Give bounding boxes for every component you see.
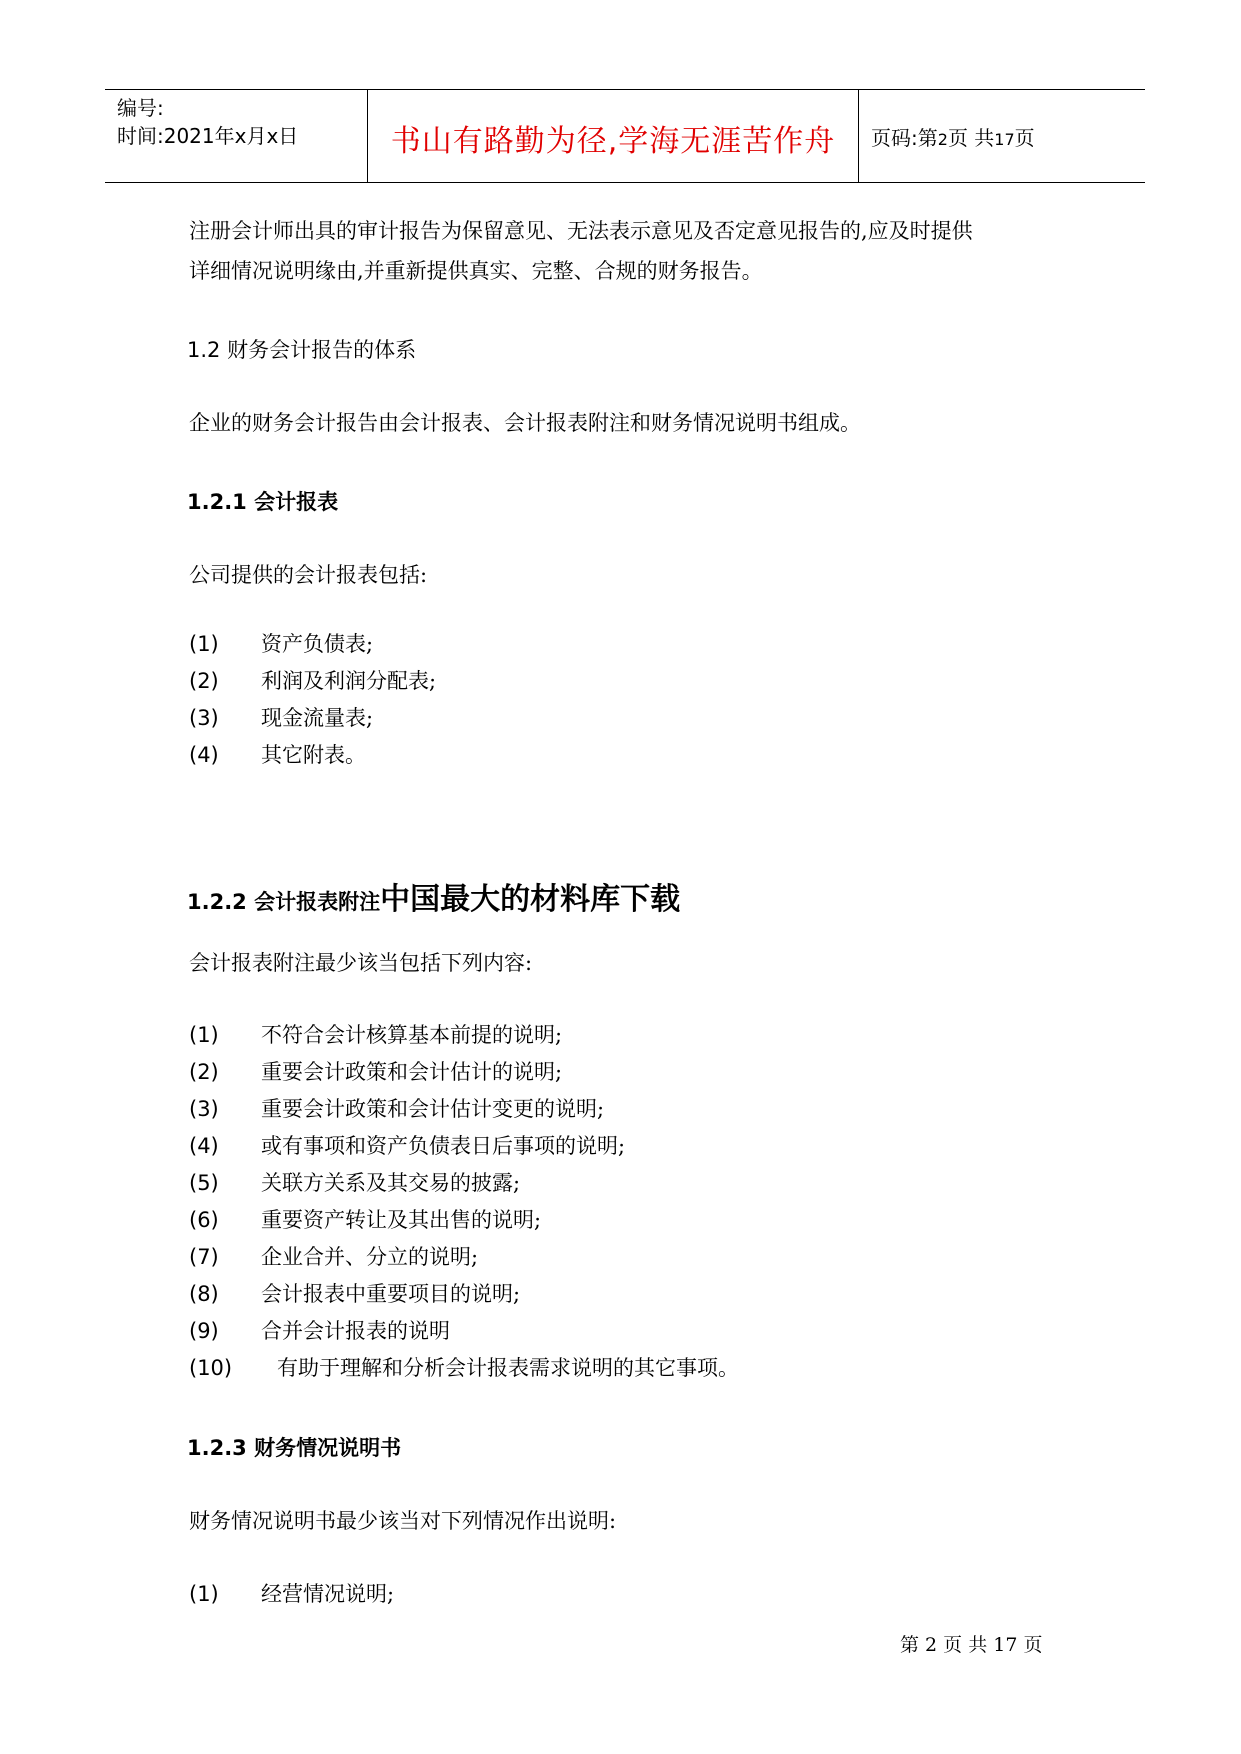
list-item: (1) 资产负债表; [189, 632, 374, 656]
page-indicator [871, 122, 1035, 151]
list-item: (7) 企业合并、分立的说明; [189, 1245, 479, 1269]
section-1-2-3-heading: 1.2.3 财务情况说明书 [187, 1436, 402, 1460]
section-1-2-1-heading: 1.2.1 会计报表 [187, 490, 339, 514]
page-current: 2 [937, 130, 948, 149]
list-item: (1) 经营情况说明; [189, 1582, 395, 1606]
time-label: 时间:2021年x月x日 [117, 124, 299, 148]
list-item: (3) 现金流量表; [189, 706, 374, 730]
section-1-2-2-intro: 会计报表附注最少该当包括下列内容: [189, 951, 533, 975]
list-item: (4) 或有事项和资产负债表日后事项的说明; [189, 1134, 626, 1158]
section-1-2-body: 企业的财务会计报告由会计报表、会计报表附注和财务情况说明书组成。 [189, 411, 861, 435]
page-footer: 第 2 页 共 17 页 [900, 1634, 1043, 1656]
list-item: (2) 重要会计政策和会计估计的说明; [189, 1060, 563, 1084]
list-item: (6) 重要资产转让及其出售的说明; [189, 1208, 542, 1232]
intro-line-2: 详细情况说明缘由,并重新提供真实、完整、合规的财务报告。 [189, 259, 763, 283]
page-header [105, 89, 1145, 183]
page-prefix: 页码:第 [871, 126, 938, 150]
section-1-2-1-intro: 公司提供的会计报表包括: [189, 563, 428, 587]
header-left-cell [105, 90, 368, 182]
section-1-2-2-heading: 1.2.2 会计报表附注中国最大的材料库下载 [187, 882, 681, 917]
section-1-2-heading: 1.2 财务会计报告的体系 [187, 338, 417, 362]
list-item: (5) 关联方关系及其交易的披露; [189, 1171, 521, 1195]
header-right-cell [859, 90, 1145, 182]
list-item: (2) 利润及利润分配表; [189, 669, 437, 693]
list-item: (1) 不符合会计核算基本前提的说明; [189, 1023, 563, 1047]
heading-watermark-text: 中国最大的材料库下载 [380, 882, 681, 917]
page-suffix: 页 [1014, 126, 1035, 150]
page-total: 17 [994, 130, 1015, 149]
list-item: (3) 重要会计政策和会计估计变更的说明; [189, 1097, 605, 1121]
number-label: 编号: [117, 96, 164, 120]
header-middle-cell [368, 90, 859, 182]
list-item: (4) 其它附表。 [189, 743, 366, 767]
page-mid: 页 共 [947, 126, 995, 150]
section-1-2-3-intro: 财务情况说明书最少该当对下列情况作出说明: [189, 1509, 617, 1533]
intro-line-1: 注册会计师出具的审计报告为保留意见、无法表示意见及否定意见报告的,应及时提供 [189, 219, 973, 243]
list-item: (8) 会计报表中重要项目的说明; [189, 1282, 521, 1306]
list-item: (10) 有助于理解和分析会计报表需求说明的其它事项。 [189, 1356, 739, 1380]
motto: 书山有路勤为径,学海无涯苦作舟 [390, 124, 836, 159]
list-item: (9) 合并会计报表的说明 [189, 1319, 450, 1343]
